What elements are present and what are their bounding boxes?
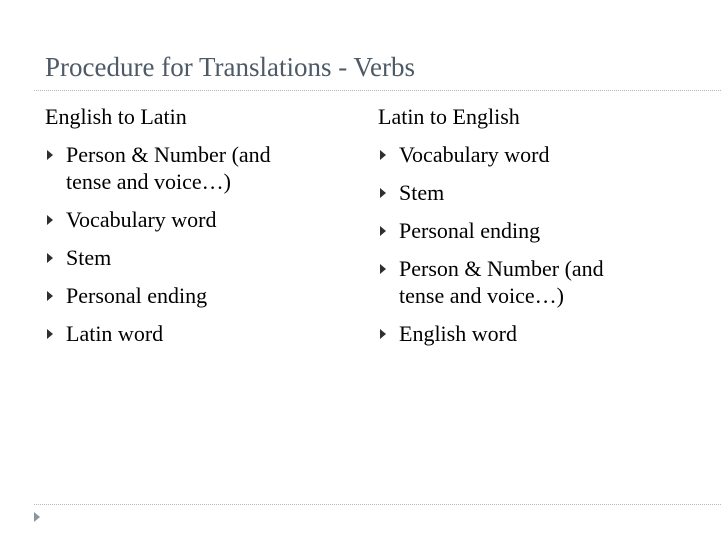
right-triangle-bullet-icon (47, 291, 53, 301)
list-item-text: English word (399, 321, 517, 346)
column-heading: English to Latin (45, 104, 187, 129)
right-triangle-bullet-icon (380, 188, 386, 198)
column-heading: Latin to English (378, 104, 520, 129)
right-triangle-bullet-icon (380, 150, 386, 160)
column-latin-to-english (378, 103, 678, 358)
right-triangle-bullet-icon (380, 329, 386, 339)
list-item (45, 244, 345, 271)
footer-divider (34, 504, 721, 505)
list-item (45, 282, 345, 309)
title-divider (34, 90, 721, 91)
corner-arrow-icon (34, 512, 40, 522)
list-item-text: Personal ending (399, 218, 541, 243)
list-item (378, 141, 678, 168)
list-item-text: Person & Number (and (399, 256, 604, 281)
right-triangle-bullet-icon (47, 253, 53, 263)
list-item (378, 255, 678, 309)
bullet-list (45, 141, 345, 347)
slide-title: Procedure for Translations - Verbs (45, 52, 415, 82)
list-item (378, 179, 678, 206)
list-item-text: Vocabulary word (399, 142, 550, 167)
list-item (45, 320, 345, 347)
right-triangle-bullet-icon (47, 150, 53, 160)
list-item (45, 141, 345, 195)
list-item-text: Personal ending (66, 283, 208, 308)
right-triangle-bullet-icon (47, 329, 53, 339)
list-item-text: Latin word (66, 321, 164, 346)
list-item-text: Person & Number (and (66, 142, 271, 167)
list-item-text: tense and voice…) (399, 283, 564, 308)
list-item (378, 217, 678, 244)
list-item (378, 320, 678, 347)
right-triangle-bullet-icon (380, 226, 386, 236)
list-item-text: Vocabulary word (66, 207, 217, 232)
right-triangle-bullet-icon (380, 264, 386, 274)
list-item-text: Stem (399, 180, 445, 205)
right-triangle-bullet-icon (47, 215, 53, 225)
list-item-text: Stem (66, 245, 112, 270)
list-item-text: tense and voice…) (66, 169, 231, 194)
list-item (45, 206, 345, 233)
bullet-list (378, 141, 678, 347)
column-english-to-latin (45, 103, 345, 358)
